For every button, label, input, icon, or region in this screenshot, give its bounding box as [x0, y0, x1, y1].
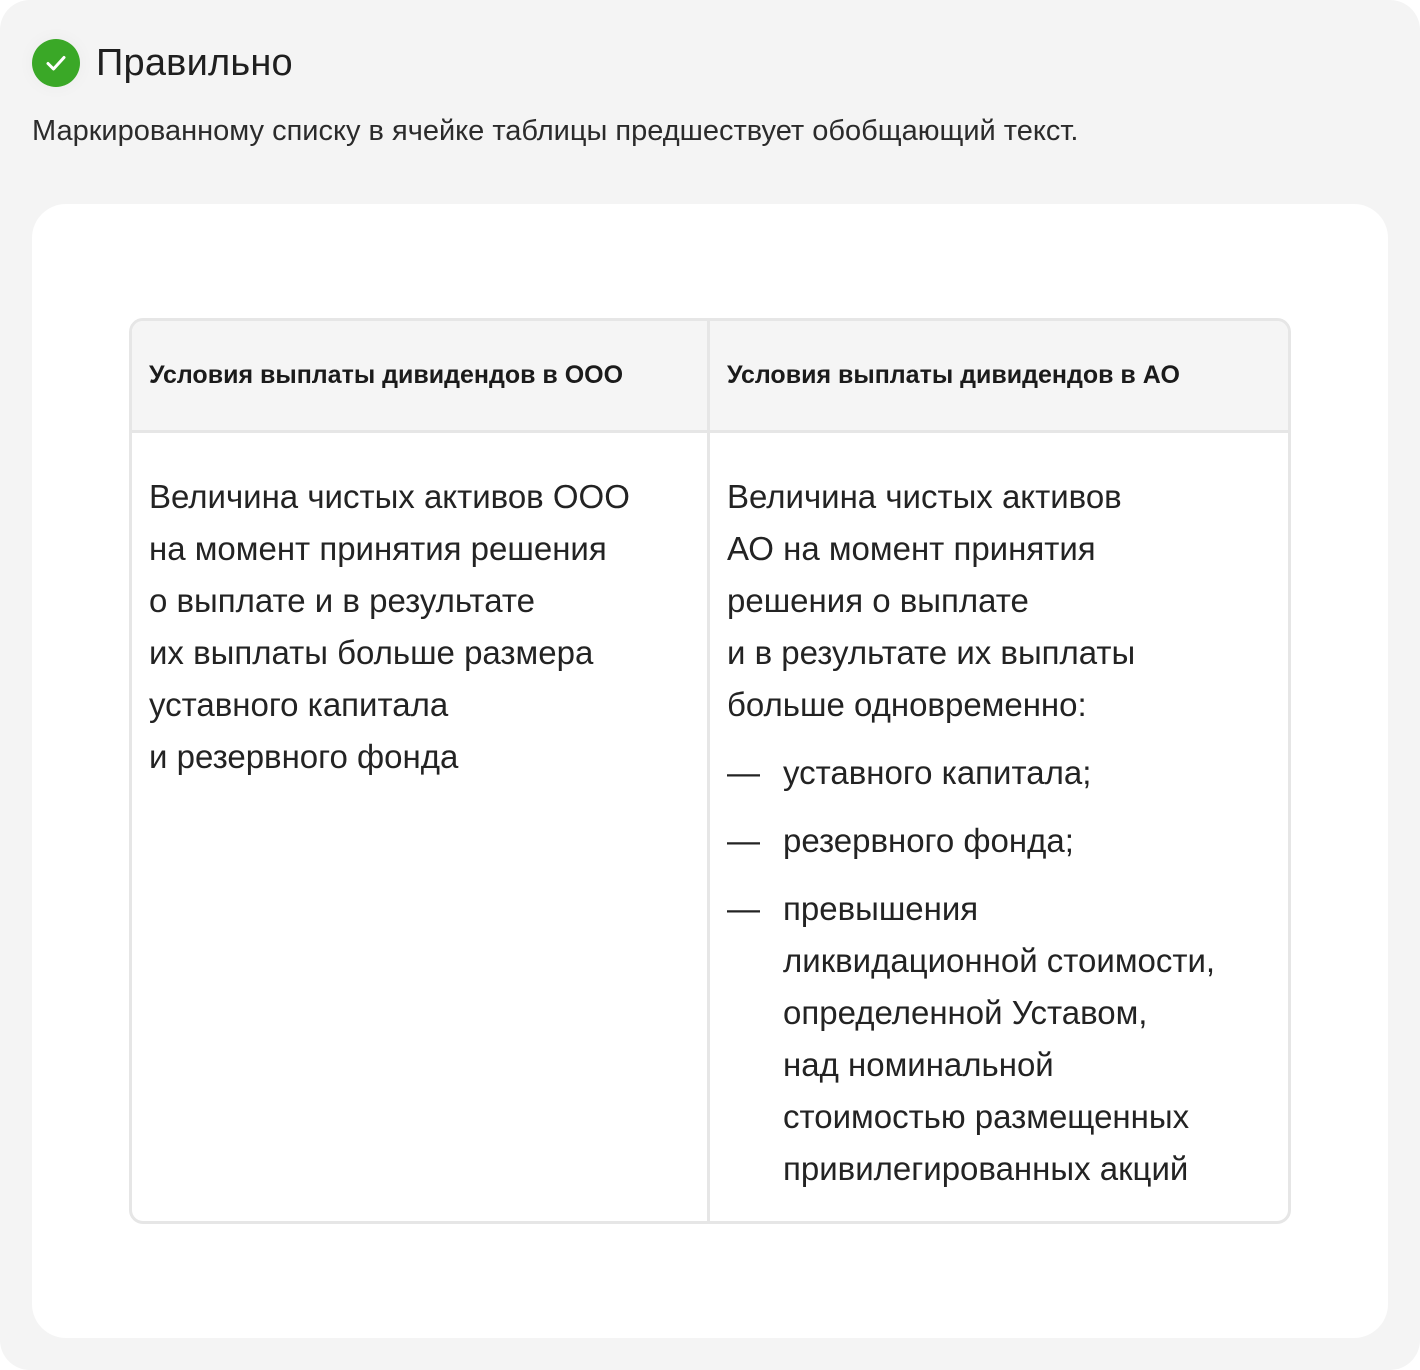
table-cell-ooo: [132, 433, 710, 1221]
check-circle-icon: [32, 39, 80, 87]
list-item-line: резервного фонда;: [783, 822, 1074, 859]
list-item-line: определенной Уставом,: [783, 994, 1148, 1031]
cell-line: на момент принятия решения: [149, 530, 607, 567]
dash-marker: —: [727, 822, 760, 859]
cell-line: и в результате их выплаты: [727, 634, 1136, 671]
cell-line: больше одновременно:: [727, 686, 1087, 723]
list-item-line: над номинальной: [783, 1046, 1054, 1083]
cell-line: АО на момент принятия: [727, 530, 1096, 567]
example-card: [32, 204, 1388, 1338]
dash-marker: —: [727, 890, 760, 927]
cell-line: уставного капитала: [149, 686, 449, 723]
cell-line: Величина чистых активов ООО: [149, 478, 630, 515]
example-description: Маркированному списку в ячейке таблицы предшествует обобщающий текст.: [32, 115, 1079, 147]
dash-marker: —: [727, 754, 760, 791]
list-item: [727, 883, 1271, 1195]
table-cell-ao: [710, 433, 1288, 1221]
list-item: [727, 815, 1271, 867]
list-item-line: привилегированных акций: [783, 1150, 1189, 1187]
cell-line: их выплаты больше размера: [149, 634, 594, 671]
list-item-line: стоимостью размещенных: [783, 1098, 1190, 1135]
cell-line: Величина чистых активов: [727, 478, 1122, 515]
example-header: [32, 38, 293, 88]
list-item-line: превышения: [783, 890, 979, 927]
cell-line: и резервного фонда: [149, 738, 459, 775]
list-item-line: ликвидационной стоимости,: [783, 942, 1216, 979]
list-item-line: уставного капитала;: [783, 754, 1092, 791]
cell-line: о выплате и в результате: [149, 582, 535, 619]
cell-line: решения о выплате: [727, 582, 1029, 619]
example-title: Правильно: [96, 41, 293, 84]
table-header-ao: Условия выплаты дивидендов в АО: [710, 321, 1288, 433]
list-item: [727, 747, 1271, 799]
comparison-table: [129, 318, 1291, 1224]
bulleted-list: [727, 747, 1271, 1195]
table-header-ooo: Условия выплаты дивидендов в ООО: [132, 321, 710, 433]
